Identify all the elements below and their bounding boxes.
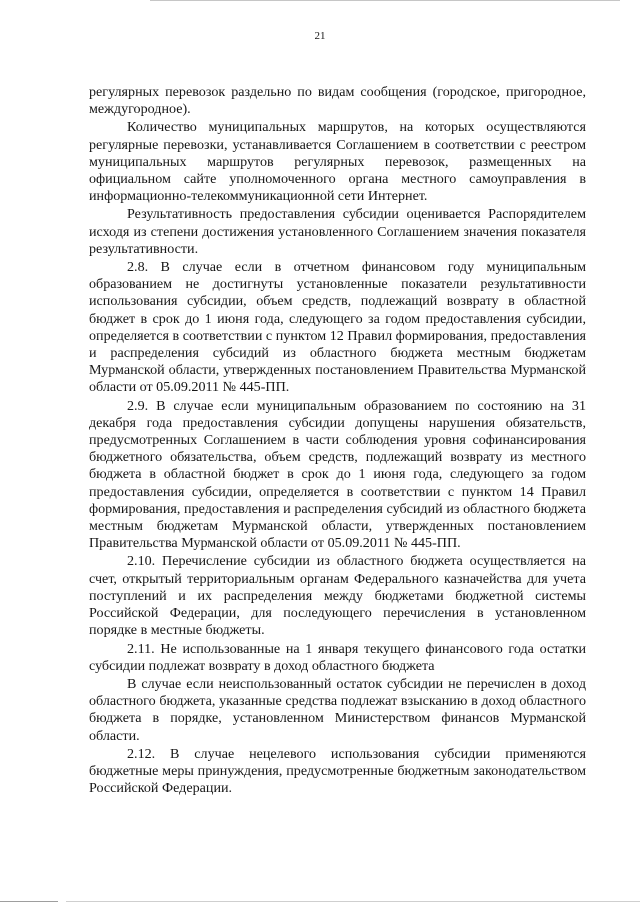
page-number: 21: [314, 30, 326, 42]
paragraph-2-10: 2.10. Перечисление субсидии из областного бюджета осуществляется на счет, открытый территориальным органам Федерального казначейства для учета поступлений и их распределения между бюджетами бюджетной системы Российской Федерации, для последующего перечисления в установленном порядке в местные бюджеты.: [89, 553, 586, 639]
paragraph-route-count: Количество муниципальных маршрутов, на которых осуществляются регулярные перевозки, устанавливается Соглашением в соответствии с реестром муниципальных маршрутов регулярных перевозок, размещенных на официальном сайте уполномоченного органа местного самоуправления в информационно-телекоммуникационной сети Интернет.: [89, 119, 586, 205]
paragraph-transport-types: регулярных перевозок раздельно по видам сообщения (городское, пригородное, междугородное).: [89, 84, 586, 118]
document-body: [89, 84, 586, 797]
paragraph-2-9: 2.9. В случае если муниципальным образованием по состоянию на 31 декабря года предоставления субсидии допущены нарушения обязательств, предусмотренных Соглашением в части соблюдения уровня софинансирования бюджетного обязательства, объем средств, подлежащий возврату из местного бюджета в областной бюджет в срок до 1 июня года, следующего за годом предоставления субсидии, определяется в соответствии с пунктом 14 Правил формирования, предоставления и распределения субсидий из областного бюджета местным бюджетам Мурманской области, утвержденных постановлением Правительства Мурманской области от 05.09.2011 № 445-ПП.: [89, 397, 586, 552]
bottom-scan-edge-right: [66, 901, 640, 902]
paragraph-effectiveness: Результативность предоставления субсидии оценивается Распорядителем исходя из степени достижения установленного Соглашением значения показателя результативности.: [89, 206, 586, 257]
paragraph-2-11: 2.11. Не использованные на 1 января текущего финансового года остатки субсидии подлежат возврату в доход областного бюджета: [89, 640, 586, 674]
paragraph-unspent-balance: В случае если неиспользованный остаток субсидии не перечислен в доход областного бюджета, указанные средства подлежат взысканию в доход областного бюджета в порядке, установленном Министерством финансов Мурманской области.: [89, 675, 586, 744]
bottom-scan-edge-left: [0, 901, 58, 902]
paragraph-2-8: 2.8. В случае если в отчетном финансовом году муниципальным образованием не достигнуты установленные показатели результативности использования субсидии, объем средств, подлежащий возврату в областной бюджет в срок до 1 июня года, следующего за годом предоставления субсидии, определяется в соответствии с пунктом 12 Правил формирования, предоставления и распределения субсидий из областного бюджета местным бюджетам Мурманской области, утвержденных постановлением Правительства Мурманской области от 05.09.2011 № 445-ПП.: [89, 259, 586, 396]
paragraph-2-12: 2.12. В случае нецелевого использования субсидии применяются бюджетные меры принуждения, предусмотренные бюджетным законодательством Российской Федерации.: [89, 745, 586, 797]
top-scan-edge: [150, 0, 620, 1]
